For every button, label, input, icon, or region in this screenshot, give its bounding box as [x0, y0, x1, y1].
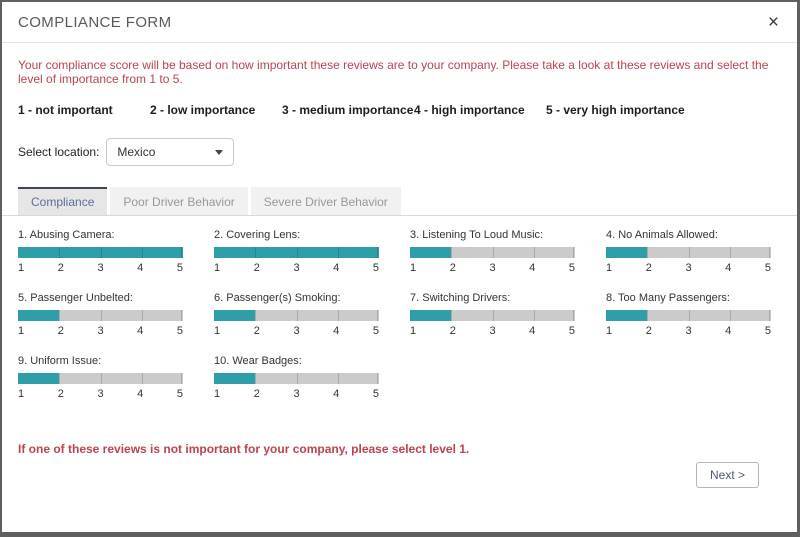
slider-tick	[730, 247, 731, 258]
slider-label: 2. Covering Lens:	[214, 229, 301, 241]
scale-number: 5	[372, 325, 379, 337]
scale-number: 3	[685, 262, 692, 274]
scale-number: 2	[253, 262, 260, 274]
location-label: Select location:	[18, 145, 100, 159]
tab-severe-driver-behavior[interactable]: Severe Driver Behavior	[251, 187, 401, 215]
scale-number: 2	[57, 388, 64, 400]
slider-tick	[297, 247, 298, 258]
tab-poor-driver-behavior[interactable]: Poor Driver Behavior	[110, 187, 247, 215]
next-button[interactable]: Next >	[696, 462, 759, 488]
slider-fill[interactable]	[214, 310, 255, 321]
slider-tick	[338, 247, 339, 258]
slider-scale	[214, 262, 379, 274]
slider-tick	[769, 310, 770, 321]
slider-tick	[689, 310, 690, 321]
scale-number: 1	[18, 325, 25, 337]
sliders-grid	[18, 229, 781, 400]
slider-tick	[101, 247, 102, 258]
slider-tick	[59, 310, 60, 321]
scale-number: 5	[176, 262, 183, 274]
scale-number: 2	[645, 262, 652, 274]
scale-number: 3	[293, 325, 300, 337]
slider-tick	[101, 310, 102, 321]
slider-label: 10. Wear Badges:	[214, 355, 302, 367]
slider-tick	[730, 310, 731, 321]
slider-tick	[142, 247, 143, 258]
slider-tick	[451, 310, 452, 321]
scale-number: 4	[137, 325, 144, 337]
bottom-note: If one of these reviews is not important for your company, please select level 1.	[18, 442, 470, 456]
tabstrip	[2, 187, 797, 216]
slider-tick	[377, 310, 378, 321]
slider-label: 1. Abusing Camera:	[18, 229, 115, 241]
scale-number: 2	[645, 325, 652, 337]
scale-number: 1	[18, 262, 25, 274]
slider-scale	[214, 325, 379, 337]
slider-tick	[338, 373, 339, 384]
slider-tick	[142, 310, 143, 321]
scale-number: 2	[57, 325, 64, 337]
scale-number: 3	[97, 325, 104, 337]
slider-track[interactable]	[214, 247, 379, 258]
slider-tick	[647, 310, 648, 321]
scale-number: 3	[293, 262, 300, 274]
slider-group	[410, 292, 575, 337]
legend-item: 4 - high importance	[414, 103, 525, 117]
slider-tick	[377, 247, 378, 258]
legend-item: 3 - medium importance	[282, 103, 414, 117]
slider-group	[410, 229, 575, 274]
slider-tick	[647, 247, 648, 258]
scale-number: 2	[253, 325, 260, 337]
chevron-down-icon	[215, 150, 223, 155]
slider-tick	[534, 310, 535, 321]
slider-track[interactable]	[606, 310, 771, 321]
slider-tick	[142, 373, 143, 384]
scale-number: 5	[568, 262, 575, 274]
slider-scale	[410, 325, 575, 337]
scale-number: 3	[489, 262, 496, 274]
slider-track[interactable]	[18, 310, 183, 321]
scale-number: 2	[449, 262, 456, 274]
scale-number: 3	[97, 262, 104, 274]
scale-number: 1	[214, 388, 221, 400]
slider-track[interactable]	[18, 373, 183, 384]
slider-group	[214, 355, 379, 400]
slider-track[interactable]	[214, 310, 379, 321]
scale-number: 3	[685, 325, 692, 337]
scale-number: 4	[333, 388, 340, 400]
slider-tick	[255, 247, 256, 258]
slider-group	[18, 229, 183, 274]
slider-fill[interactable]	[606, 247, 647, 258]
slider-track[interactable]	[18, 247, 183, 258]
scale-number: 4	[529, 325, 536, 337]
scale-number: 5	[372, 388, 379, 400]
slider-tick	[255, 310, 256, 321]
slider-tick	[493, 247, 494, 258]
scale-number: 5	[176, 325, 183, 337]
slider-scale	[410, 262, 575, 274]
scale-number: 5	[176, 388, 183, 400]
slider-fill[interactable]	[18, 373, 59, 384]
slider-track[interactable]	[214, 373, 379, 384]
slider-fill[interactable]	[214, 373, 255, 384]
close-icon[interactable]: ×	[767, 12, 779, 33]
slider-label: 9. Uniform Issue:	[18, 355, 102, 367]
slider-tick	[59, 373, 60, 384]
dialog-title: COMPLIANCE FORM	[18, 14, 172, 31]
scale-number: 1	[214, 262, 221, 274]
tab-compliance[interactable]: Compliance	[18, 187, 107, 215]
slider-label: 6. Passenger(s) Smoking:	[214, 292, 341, 304]
scale-number: 2	[57, 262, 64, 274]
slider-label: 4. No Animals Allowed:	[606, 229, 718, 241]
scale-number: 3	[293, 388, 300, 400]
slider-track[interactable]	[410, 247, 575, 258]
legend-item: 5 - very high importance	[546, 103, 685, 117]
slider-label: 5. Passenger Unbelted:	[18, 292, 133, 304]
slider-tick	[181, 373, 182, 384]
scale-number: 4	[333, 325, 340, 337]
importance-legend	[18, 103, 781, 117]
scale-number: 2	[253, 388, 260, 400]
location-selected-value: Mexico	[117, 145, 156, 159]
slider-tick	[534, 247, 535, 258]
scale-number: 5	[372, 262, 379, 274]
scale-number: 4	[137, 262, 144, 274]
slider-tick	[493, 310, 494, 321]
slider-tick	[181, 247, 182, 258]
scale-number: 5	[764, 262, 771, 274]
scale-number: 1	[18, 388, 25, 400]
slider-tick	[255, 373, 256, 384]
slider-tick	[769, 247, 770, 258]
scale-number: 4	[529, 262, 536, 274]
scale-number: 3	[97, 388, 104, 400]
location-row	[18, 138, 781, 166]
slider-scale	[214, 388, 379, 400]
scale-number: 4	[725, 262, 732, 274]
slider-label: 8. Too Many Passengers:	[606, 292, 730, 304]
slider-fill[interactable]	[606, 310, 647, 321]
slider-tick	[689, 247, 690, 258]
slider-group	[214, 292, 379, 337]
location-dropdown[interactable]	[106, 138, 234, 166]
scale-number: 2	[449, 325, 456, 337]
slider-track[interactable]	[606, 247, 771, 258]
slider-tick	[451, 247, 452, 258]
scale-number: 1	[410, 325, 417, 337]
slider-group	[214, 229, 379, 274]
slider-scale	[18, 388, 183, 400]
slider-tick	[101, 373, 102, 384]
scale-number: 4	[333, 262, 340, 274]
slider-label: 7. Switching Drivers:	[410, 292, 511, 304]
slider-tick	[573, 247, 574, 258]
slider-tick	[297, 373, 298, 384]
instructions-text: Your compliance score will be based on how important these reviews are to your company. Please take a look at these reviews and select the level of importance from 1 to 5.	[18, 58, 769, 86]
slider-tick	[338, 310, 339, 321]
slider-group	[18, 355, 183, 400]
slider-scale	[606, 262, 771, 274]
slider-fill[interactable]	[410, 310, 451, 321]
slider-tick	[59, 247, 60, 258]
scale-number: 3	[489, 325, 496, 337]
legend-item: 2 - low importance	[150, 103, 256, 117]
scale-number: 1	[214, 325, 221, 337]
scale-number: 4	[725, 325, 732, 337]
slider-scale	[606, 325, 771, 337]
scale-number: 1	[410, 262, 417, 274]
slider-scale	[18, 262, 183, 274]
scale-number: 5	[764, 325, 771, 337]
slider-group	[606, 229, 771, 274]
slider-tick	[181, 310, 182, 321]
scale-number: 1	[606, 325, 613, 337]
slider-group	[18, 292, 183, 337]
slider-tick	[297, 310, 298, 321]
slider-label: 3. Listening To Loud Music:	[410, 229, 544, 241]
slider-group	[606, 292, 771, 337]
slider-scale	[18, 325, 183, 337]
slider-tick	[573, 310, 574, 321]
scale-number: 4	[137, 388, 144, 400]
scale-number: 5	[568, 325, 575, 337]
slider-tick	[377, 373, 378, 384]
slider-fill[interactable]	[410, 247, 451, 258]
dialog-titlebar	[2, 2, 797, 43]
slider-track[interactable]	[410, 310, 575, 321]
legend-item: 1 - not important	[18, 103, 113, 117]
slider-fill[interactable]	[18, 310, 59, 321]
scale-number: 1	[606, 262, 613, 274]
